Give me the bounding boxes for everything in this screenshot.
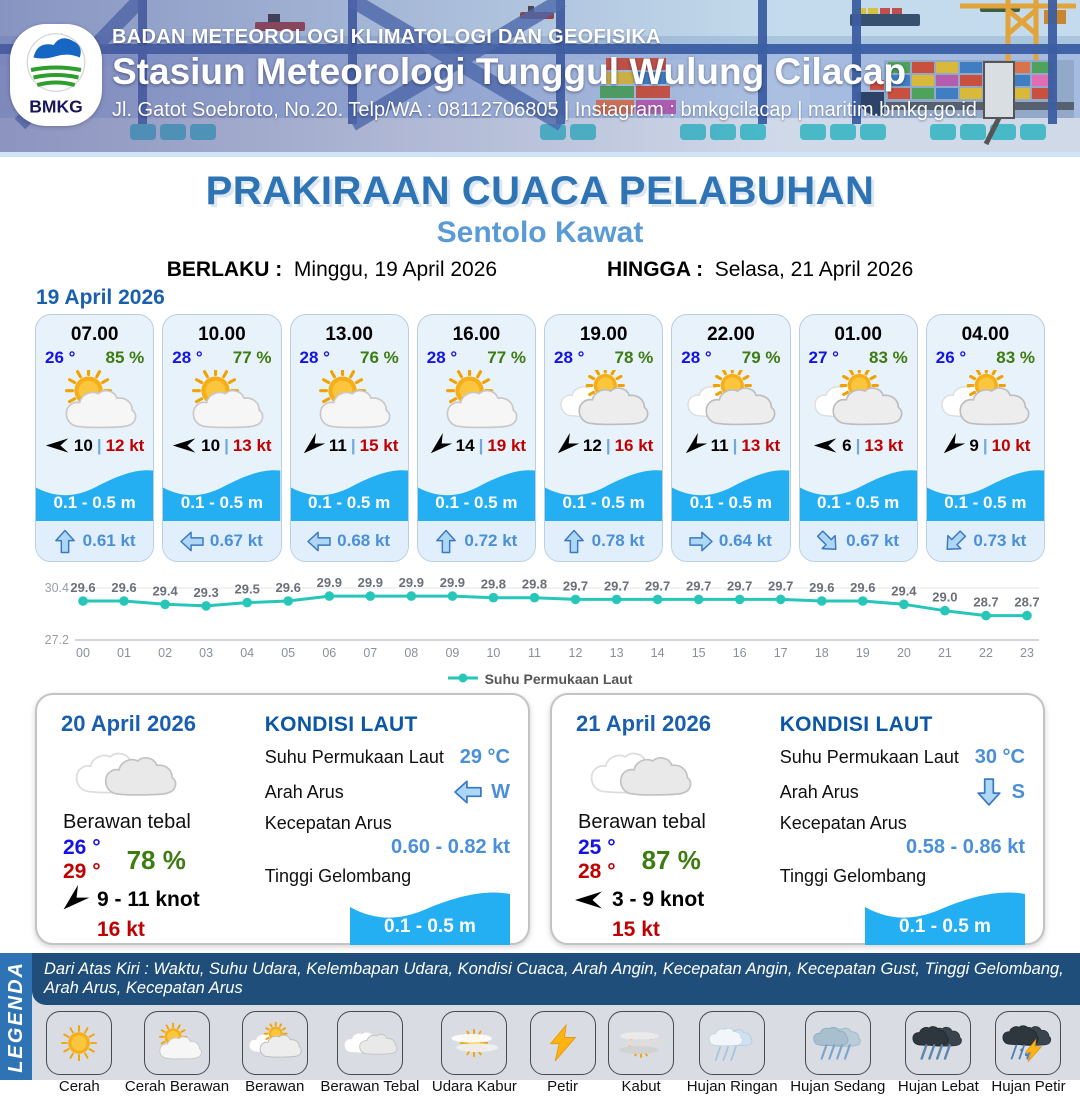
wind-direction-icon [940,437,965,454]
legend-weather-icon [441,1011,507,1075]
legend-weather-icon [46,1011,112,1075]
wind-direction-icon [813,437,838,454]
svg-text:12: 12 [568,646,583,660]
weather-icon [672,370,789,432]
current-info [418,521,535,561]
svg-text:15: 15 [691,646,706,660]
sea-conditions-title: KONDISI LAUT [779,713,933,736]
wind-info [418,432,535,458]
humidity: 77 % [232,348,272,367]
sst-label: Suhu Permukaan Laut [264,747,444,767]
forecast-time: 10.00 [198,324,246,345]
forecast-time: 13.00 [325,324,373,345]
current-direction-icon [54,529,76,554]
legend-weather-icon [337,1011,403,1075]
separator: | [96,435,102,455]
air-temperature: 27 ° [808,348,839,367]
wind-speed: 14 [455,435,475,455]
svg-text:07: 07 [363,646,378,660]
chart-legend-label: Suhu Permukaan Laut [484,671,633,687]
gust-speed: 13 kt [864,435,904,455]
gust-speed: 15 kt [359,435,399,455]
sst-chart-plot [35,568,1045,669]
current-info [800,521,917,561]
wind-info [545,432,662,458]
svg-text:00: 00 [76,646,90,660]
wave-height: 0.1 - 0.5 m [817,493,900,513]
wave-height: 0.1 - 0.5 m [689,493,772,513]
current-speed: 0.78 kt [591,531,645,551]
gust-speed: 10 kt [991,435,1031,455]
wind-direction-icon [300,437,325,454]
wind-info [59,888,255,912]
wave-height: 0.1 - 0.5 m [435,493,518,513]
humidity: 79 % [741,348,781,367]
humidity: 76 % [360,348,399,367]
panel-date: 21 April 2026 [576,711,711,736]
svg-text:28.7: 28.7 [1014,594,1040,610]
wind-speed: 11 [328,435,347,455]
wave-height: 0.1 - 0.5 m [944,493,1027,513]
wind-speed: 12 [582,435,602,455]
legend-label: Cerah Berawan [124,1078,230,1095]
legend-section [0,953,1080,1095]
separator: | [350,435,356,455]
wave-height-label: Tinggi Gelombang [264,866,412,886]
hourly-forecast-card [799,314,918,562]
svg-text:28.7: 28.7 [973,594,999,610]
current-direction-icon [181,529,203,554]
legend-info-bar: Dari Atas Kiri : Waktu, Suhu Udara, Kelembapan Udara, Kondisi Cuaca, Arah Angin, Kecepatan Angin, Kecepatan Gust, Tinggi Gelombang, Arah Arus, Kecepatan Arus [32,953,1080,1005]
svg-text:19: 19 [855,646,870,660]
legend-weather-icon [530,1011,596,1075]
wave-height-band [545,463,662,522]
svg-text:29.9: 29.9 [357,575,383,591]
forecast-time: 16.00 [452,324,501,345]
svg-text:08: 08 [404,646,419,660]
svg-text:29.6: 29.6 [70,580,96,595]
valid-to: HINGGA : Selasa, 21 April 2026 [607,258,914,281]
svg-text:27.2: 27.2 [44,633,69,647]
svg-text:29.6: 29.6 [809,580,835,595]
legend-item [608,1011,674,1095]
wind-direction-icon [554,437,579,454]
header [0,0,1080,152]
wind-info [291,432,408,458]
wind-speed: 11 [710,435,729,455]
current-speed: 0.67 kt [846,531,900,551]
wave-height-band [800,463,917,522]
page-title: PRAKIRAAN CUACA PELABUHAN [205,169,875,213]
humidity: 83 % [996,348,1035,367]
current-direction-icon [690,529,712,554]
svg-text:29.8: 29.8 [521,576,548,592]
gust-speed: 16 kt [97,918,145,941]
legend-weather-icon [608,1011,674,1075]
current-direction-icon [435,529,457,554]
weather-icon [51,739,255,809]
gust-speed: 13 kt [741,435,781,455]
min-temperature: 25 ° [578,836,616,859]
weather-icon [545,370,662,432]
svg-text:29.6: 29.6 [111,580,137,595]
weather-icon [291,370,408,432]
gust-speed: 15 kt [612,918,660,941]
wind-speed: 9 [969,435,979,455]
legend-label: Kabut [621,1078,661,1095]
hourly-forecast-card [162,314,281,562]
wind-info [800,432,917,458]
svg-text:29.8: 29.8 [480,576,507,592]
weather-icon [418,370,535,432]
svg-text:29.7: 29.7 [644,578,671,594]
legend-items [32,1005,1080,1099]
legend-ribbon [0,953,32,1080]
air-temperature: 28 ° [426,348,458,367]
current-speed: 0.67 kt [209,531,263,551]
svg-text:01: 01 [117,646,131,660]
legend-item [242,1011,308,1095]
wave-height: 0.1 - 0.5 m [53,493,136,513]
agency-name: BADAN METEOROLOGI KLIMATOLOGI DAN GEOFISIKA [112,26,661,48]
wind-direction-icon [59,890,89,910]
sst-chart [35,568,1045,689]
forecast-time: 07.00 [70,324,119,345]
humidity: 85 % [105,348,145,367]
separator: | [478,435,484,455]
wave-height: 0.1 - 0.5 m [180,493,263,513]
humidity: 83 % [869,348,908,367]
air-temperature: 28 ° [172,348,203,367]
legend-item [790,1011,885,1095]
sea-conditions [770,707,1029,937]
weather-icon [36,370,153,432]
current-direction-label: Arah Arus [779,781,859,802]
separator: | [224,435,229,455]
sst-value: 30 °C [974,746,1025,768]
svg-text:11: 11 [528,646,541,660]
air-temperature: 28 ° [299,348,330,367]
wind-direction-icon [427,437,452,454]
weather-icon [927,370,1044,432]
svg-text:29.7: 29.7 [727,578,753,594]
current-speed-label: Kecepatan Arus [779,813,907,833]
svg-text:04: 04 [240,646,255,660]
svg-text:29.7: 29.7 [686,578,712,594]
svg-text:20: 20 [896,646,911,660]
current-direction-icon [455,778,481,806]
sst-label: Suhu Permukaan Laut [779,747,959,767]
forecast-time: 04.00 [961,324,1010,345]
svg-text:29.7: 29.7 [603,578,630,594]
logo-text: BMKG [29,96,83,117]
wave-height-band [927,463,1044,522]
max-temperature: 29 ° [63,860,101,883]
wave-height: 0.1 - 0.5 m [308,493,391,513]
wave-height: 0.1 - 0.5 m [562,493,645,513]
current-speed: 0.61 kt [82,531,136,551]
sea-conditions [255,707,514,937]
wave-height-band [672,463,789,522]
legend-label: Petir [547,1078,578,1095]
condition-label: Berawan tebal [578,811,706,833]
legend-label: Cerah [58,1078,100,1095]
chart-legend [35,669,1045,689]
sea-conditions-title: KONDISI LAUT [264,713,418,736]
svg-text:29.3: 29.3 [193,584,219,600]
separator: | [982,435,988,455]
wind-speed: 10 [73,435,93,455]
legend-label: Hujan Ringan [686,1078,778,1095]
wind-speed: 6 [842,435,852,455]
legend-weather-icon [699,1011,765,1075]
svg-text:13: 13 [609,646,624,660]
current-speed-value: 0.60 - 0.82 kt [391,836,510,858]
valid-from: BERLAKU : Minggu, 19 April 2026 [166,258,498,281]
current-direction-icon [817,529,839,554]
current-speed-value: 0.58 - 0.86 kt [906,836,1025,858]
sst-value: 29 °C [459,746,510,768]
panel-date: 20 April 2026 [61,711,196,736]
svg-text:29.9: 29.9 [398,575,424,591]
legend-item [530,1011,596,1095]
svg-text:22: 22 [979,646,993,660]
hourly-forecast-card [290,314,409,562]
current-speed: 0.68 kt [337,531,391,551]
svg-text:02: 02 [158,646,173,660]
current-info [927,521,1044,561]
separator: | [732,435,738,455]
hourly-forecast-card [544,314,663,562]
svg-text:17: 17 [773,646,788,660]
current-speed: 0.72 kt [464,531,518,551]
wave-height-band [291,463,408,522]
current-speed: 0.73 kt [973,531,1027,551]
current-direction-text: S [1011,780,1025,803]
temperature-block [578,836,770,884]
current-direction-icon [976,778,1002,806]
svg-text:29.6: 29.6 [275,580,301,595]
air-temperature: 26 ° [935,348,967,367]
current-info [545,521,662,561]
legend-item [432,1011,517,1095]
wave-height-badge [350,887,510,945]
current-info [291,521,408,561]
wind-direction-icon [172,437,197,454]
current-info [672,521,789,561]
legend-weather-icon [144,1011,210,1075]
wave-height: 0.1 - 0.5 m [384,916,476,937]
svg-text:18: 18 [814,646,829,660]
current-speed: 0.64 kt [718,531,772,551]
hourly-forecast-card [417,314,536,562]
current-speed-label: Kecepatan Arus [264,813,392,833]
condition-label: Berawan tebal [63,811,191,833]
forecast-date-label: 19 April 2026 [36,286,165,309]
legend-label: Udara Kabur [431,1078,517,1095]
legend-item [125,1011,229,1095]
min-temperature: 26 ° [63,836,101,859]
svg-text:29.7: 29.7 [768,578,794,594]
wind-range: 3 - 9 knot [612,888,705,911]
legend-label: Hujan Petir [991,1078,1066,1095]
validity-row [0,258,1080,282]
humidity: 78 % [126,844,186,875]
daily-forecast-panel [35,693,530,945]
svg-text:29.6: 29.6 [850,580,876,595]
legend-item [898,1011,979,1095]
svg-text:05: 05 [281,646,296,660]
legend-weather-icon [995,1011,1061,1075]
svg-text:21: 21 [937,646,952,660]
gust-speed: 13 kt [232,435,272,455]
humidity: 87 % [641,844,701,875]
wave-height-band [418,463,535,522]
wind-info [927,432,1044,458]
title-block [0,157,1080,282]
hourly-forecast-card [926,314,1045,562]
forecast-time: 01.00 [834,324,882,345]
legend-weather-icon [905,1011,971,1075]
separator: | [605,435,611,455]
separator: | [855,435,861,455]
humidity: 77 % [487,348,526,367]
svg-text:14: 14 [650,646,665,660]
svg-text:29.5: 29.5 [234,581,260,597]
current-info [163,521,280,561]
legend-label: Hujan Lebat [897,1078,979,1095]
legend-item [320,1011,419,1095]
gust-speed: 12 kt [105,435,145,455]
weather-icon [566,739,770,809]
gust-speed: 19 kt [487,435,527,455]
svg-text:29.4: 29.4 [891,583,917,599]
max-temperature: 28 ° [578,860,616,883]
wave-height-band [163,463,280,522]
temperature-block [63,836,255,884]
weather-icon [163,370,280,432]
weather-icon [800,370,917,432]
station-address: Jl. Gatot Soebroto, No.20. Telp/WA : 08112706805 | Instagram : bmkgcilacap | maritim.bmkg.go.id [112,99,977,121]
current-direction-icon [308,529,330,554]
hourly-forecast-card [35,314,154,562]
current-info [36,521,153,561]
wind-range: 9 - 11 knot [97,888,200,911]
wave-height-badge [865,887,1025,945]
wave-height: 0.1 - 0.5 m [899,916,991,937]
air-temperature: 26 ° [45,348,76,367]
air-temperature: 28 ° [681,348,712,367]
current-direction-icon [563,529,585,554]
wind-info [163,432,280,458]
legend-label: Hujan Sedang [790,1078,886,1095]
wind-direction-icon [574,890,604,910]
legend-weather-icon [242,1011,308,1075]
gust-speed: 16 kt [614,435,654,455]
bmkg-logo [10,24,102,126]
daily-panels-row [35,693,1045,945]
wind-direction-icon [682,437,707,454]
wind-info [672,432,789,458]
daily-forecast-panel [550,693,1045,945]
svg-text:09: 09 [445,646,460,660]
chart-legend-marker [448,670,478,688]
wind-info [574,888,770,912]
svg-text:30.4: 30.4 [44,581,69,595]
page-subtitle: Sentolo Kawat [436,216,644,249]
forecast-time: 19.00 [579,324,628,345]
wind-speed: 10 [201,435,221,455]
svg-text:29.4: 29.4 [152,583,178,599]
svg-text:06: 06 [322,646,337,660]
svg-text:29.9: 29.9 [439,575,466,591]
svg-text:23: 23 [1020,646,1034,660]
forecast-time: 22.00 [707,324,755,345]
wave-height-band [36,463,153,522]
hourly-cards-row [35,314,1045,562]
air-temperature: 28 ° [554,348,585,367]
legend-label: Berawan [245,1078,305,1095]
station-name: Stasiun Meteorologi Tunggul Wulung Cilacap [112,51,907,92]
svg-text:29.7: 29.7 [562,578,589,594]
svg-text:10: 10 [486,646,501,660]
current-direction-label: Arah Arus [264,781,344,802]
hourly-forecast-card [671,314,790,562]
legend-item [687,1011,778,1095]
wave-height-label: Tinggi Gelombang [779,866,927,886]
legend-weather-icon [805,1011,871,1075]
svg-text:29.0: 29.0 [932,589,958,605]
legend-item [991,1011,1065,1095]
current-direction-text: W [491,780,510,803]
svg-text:16: 16 [732,646,747,660]
legend-ribbon-text: LEGENDA [4,960,27,1073]
wind-direction-icon [45,437,70,454]
legend-label: Berawan Tebal [320,1078,420,1095]
humidity: 78 % [614,348,654,367]
legend-item [46,1011,112,1095]
current-direction-icon [944,529,966,554]
wind-info [36,432,153,458]
svg-text:03: 03 [199,646,214,660]
svg-text:29.9: 29.9 [316,575,342,591]
